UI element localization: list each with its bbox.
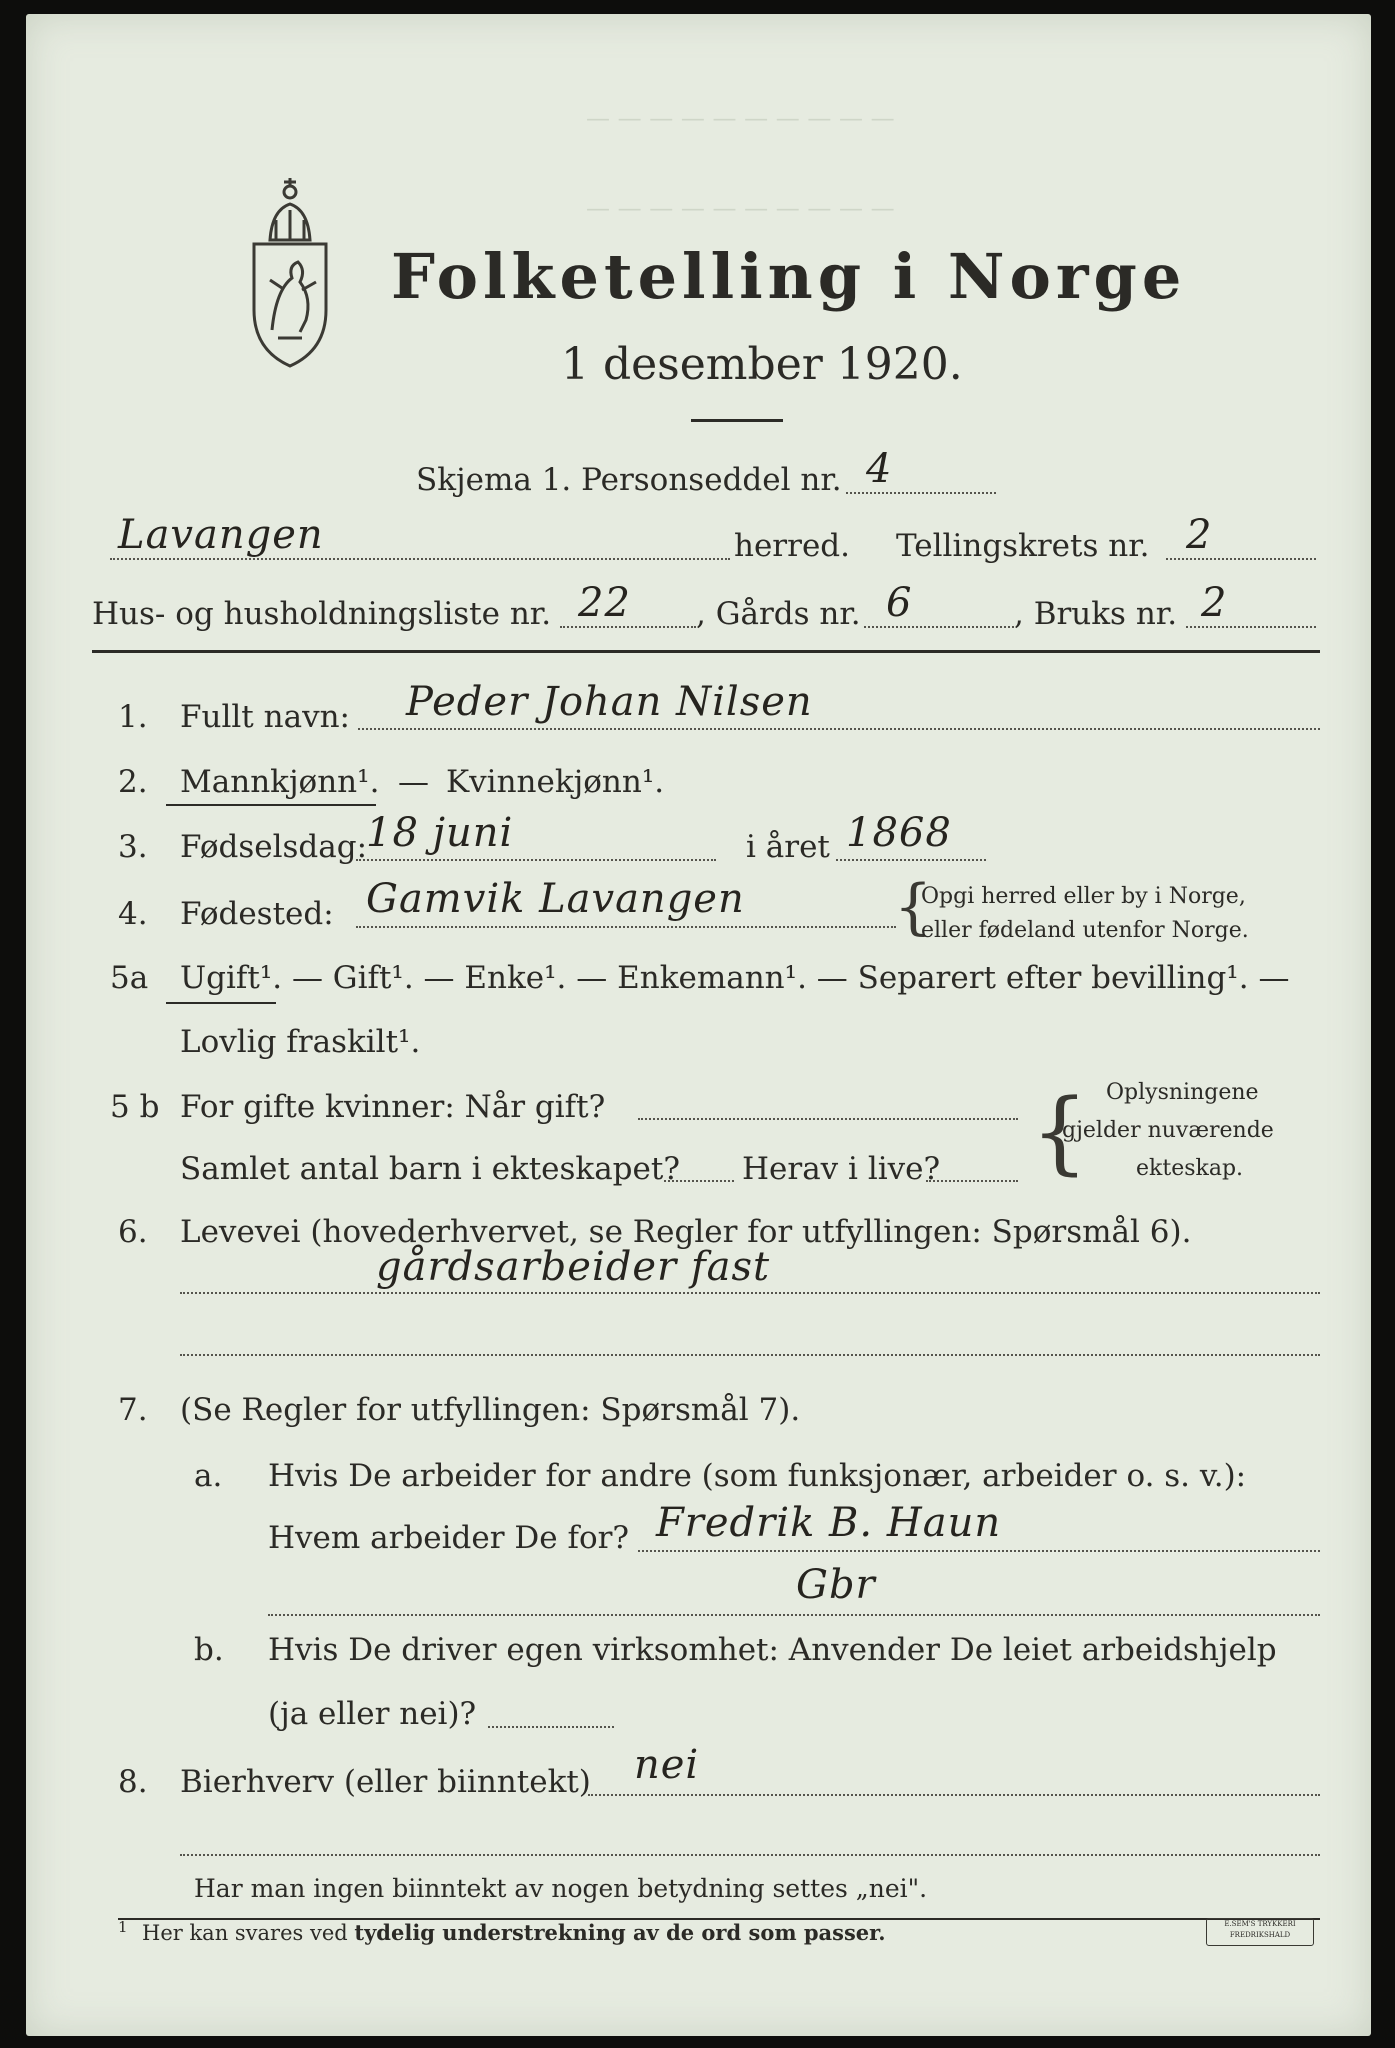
herred-value: Lavangen — [118, 512, 324, 558]
gender-separator: — — [398, 764, 429, 800]
section-divider — [92, 650, 1320, 653]
q3-number: 3. — [118, 829, 148, 865]
q7a-letter: a. — [194, 1458, 223, 1494]
bruks-field[interactable] — [1186, 626, 1316, 628]
occupation-field[interactable] — [180, 1292, 1320, 1294]
bruks-label: , Bruks nr. — [1014, 596, 1178, 632]
tellingskrets-field[interactable] — [1166, 558, 1316, 560]
side-income-field[interactable] — [588, 1794, 1320, 1796]
birthday-value: 18 juni — [366, 810, 514, 856]
occupation-label: Levevei (hovederhvervet, se Regler for utfyllingen: Spørsmål 6). — [180, 1214, 1192, 1250]
bruks-value: 2 — [1201, 580, 1228, 626]
schema-number-field[interactable] — [846, 492, 996, 494]
herred-field[interactable] — [110, 558, 730, 560]
note-brace: { — [894, 872, 933, 942]
title-divider — [691, 419, 783, 422]
hired-help-label: (ja eller nei)? — [268, 1696, 477, 1732]
bleed-through-text: — — — — — — — — — — — [586, 104, 895, 132]
female-option[interactable]: Kvinnekjønn¹. — [446, 764, 665, 800]
married-when-field[interactable] — [638, 1118, 1018, 1120]
gards-label: , Gårds nr. — [696, 596, 861, 632]
norway-coat-of-arms-icon — [242, 170, 338, 370]
q4-label: Fødested: — [180, 896, 334, 932]
birth-year-label: i året — [746, 829, 830, 865]
printer-stamp-line-2: FREDRIKSHALD — [1229, 1931, 1291, 1939]
employer-value: Fredrik B. Haun — [656, 1500, 1002, 1546]
children-alive-label: Herav i live? — [742, 1151, 941, 1187]
note-brace: { — [1031, 1080, 1089, 1185]
q4-number: 4. — [118, 896, 148, 932]
bleed-through-text: — — — — — — — — — — — [586, 194, 895, 222]
census-date: 1 desember 1920. — [561, 339, 963, 390]
side-income-field-line-2[interactable] — [180, 1854, 1320, 1856]
marriage-note-1: Oplysningene — [1106, 1080, 1259, 1105]
employer-field-line-2[interactable] — [268, 1614, 1320, 1616]
gards-field[interactable] — [864, 626, 1014, 628]
birthplace-value: Gamvik Lavangen — [366, 876, 745, 922]
birthplace-note-2: eller fødeland utenfor Norge. — [921, 918, 1249, 943]
birthplace-field[interactable] — [356, 926, 896, 928]
employer-value-line-2: Gbr — [796, 1562, 876, 1608]
male-option[interactable]: Mannkjønn¹. — [180, 764, 380, 800]
marital-status-divorced[interactable]: Lovlig fraskilt¹. — [180, 1024, 421, 1060]
q8-number: 8. — [118, 1764, 148, 1800]
occupation-field-line-2[interactable] — [180, 1354, 1320, 1356]
marriage-note-2: gjelder nuværende — [1062, 1118, 1274, 1143]
printer-stamp — [1206, 1918, 1314, 1946]
gards-value: 6 — [886, 580, 913, 626]
q7b-question: Hvis De driver egen virksomhet: Anvender De leiet arbeidshjelp — [268, 1632, 1277, 1668]
birth-year-value: 1868 — [846, 810, 952, 856]
q3-label: Fødselsdag: — [180, 829, 368, 865]
full-name-field[interactable] — [358, 728, 1320, 730]
birth-year-field[interactable] — [836, 859, 986, 861]
ugift-underline-mark — [166, 1002, 276, 1004]
footnote-text — [142, 1920, 886, 1945]
schema-label: Skjema 1. Personseddel nr. — [416, 462, 842, 498]
q2-number: 2. — [118, 764, 148, 800]
occupation-value: gårdsarbeider fast — [376, 1244, 771, 1290]
children-total-label: Samlet antal barn i ekteskapet? — [180, 1151, 680, 1187]
q7a-question: Hvis De arbeider for andre (som funksjonær, arbeider o. s. v.): — [268, 1458, 1247, 1494]
footnote-mark: 1 — [118, 1918, 128, 1936]
tellingskrets-value: 2 — [1186, 512, 1213, 558]
footer-note: Har man ingen biinntekt av nogen betydning settes „nei". — [194, 1874, 928, 1903]
birthday-field[interactable] — [356, 859, 716, 861]
birthplace-note-1: Opgi herred eller by i Norge, — [921, 884, 1246, 909]
husliste-field[interactable] — [560, 626, 696, 628]
census-form-page — [26, 14, 1371, 2036]
husliste-label: Hus- og husholdningsliste nr. — [92, 596, 552, 632]
tellingskrets-label: Tellingskrets nr. — [896, 528, 1150, 564]
employer-field[interactable] — [638, 1550, 1320, 1552]
q6-number: 6. — [118, 1214, 148, 1250]
marriage-note-3: ekteskap. — [1136, 1156, 1244, 1181]
q5b-number: 5 b — [110, 1089, 160, 1125]
male-underline-mark — [166, 804, 376, 806]
schema-number-value: 4 — [866, 446, 893, 492]
hired-help-field[interactable] — [488, 1726, 614, 1728]
side-income-label: Bierhverv (eller biinntekt) — [180, 1764, 591, 1800]
footnote-text-bold: tydelig understrekning av de ord som passer. — [354, 1920, 886, 1945]
herred-label: herred. — [734, 528, 850, 564]
q5a-number: 5a — [110, 960, 149, 996]
side-income-value: nei — [634, 1742, 700, 1788]
husliste-value: 22 — [578, 580, 631, 626]
q1-label: Fullt navn: — [180, 699, 350, 735]
q7-number: 7. — [118, 1392, 148, 1428]
q7b-letter: b. — [194, 1632, 224, 1668]
printer-stamp-line-1: E.SEM'S TRYKKERI — [1224, 1920, 1296, 1928]
full-name-value: Peder Johan Nilsen — [406, 679, 813, 725]
children-alive-field[interactable] — [926, 1180, 1018, 1182]
marital-status-options[interactable]: Ugift¹. — Gift¹. — Enke¹. — Enkemann¹. — Separert efter bevilling¹. — — [180, 960, 1290, 996]
q1-number: 1. — [118, 699, 148, 735]
footnote-text-plain: Her kan svares ved — [142, 1921, 348, 1945]
q7-label: (Se Regler for utfyllingen: Spørsmål 7). — [180, 1392, 801, 1428]
married-when-label: For gifte kvinner: Når gift? — [180, 1089, 606, 1125]
children-total-field[interactable] — [664, 1180, 734, 1182]
form-title: Folketelling i Norge — [391, 240, 1187, 313]
employer-label: Hvem arbeider De for? — [268, 1520, 630, 1556]
